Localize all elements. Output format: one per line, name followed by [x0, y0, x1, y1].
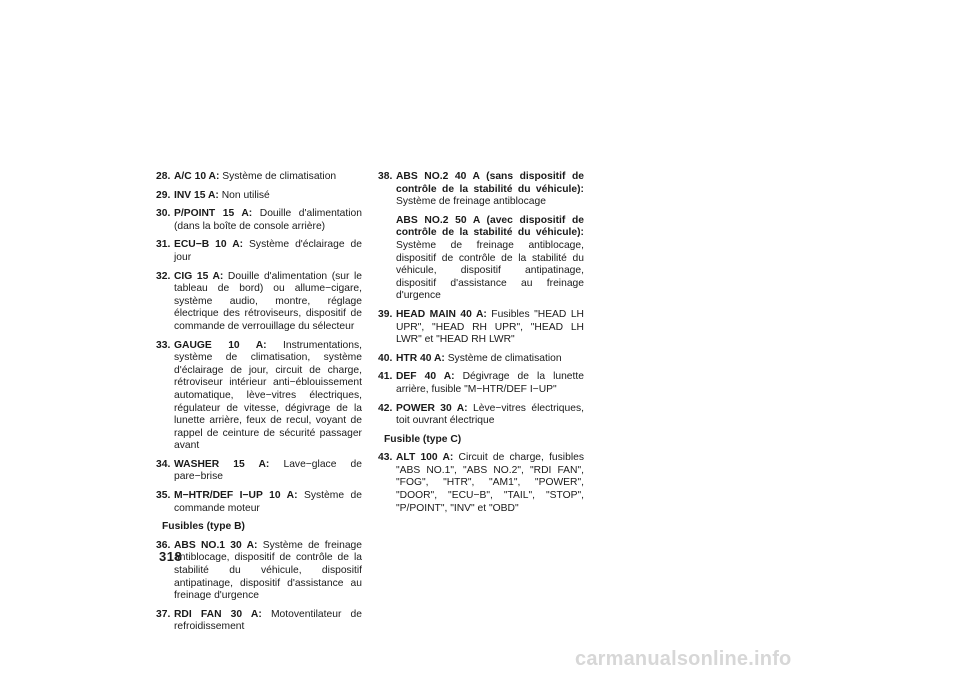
fuse-description: Motoventilateur de refroidissement [174, 608, 362, 633]
fuse-description: Lave−glace de pare−brise [174, 458, 362, 483]
fuse-label: ABS NO.2 40 A (sans dispositif de contrôle de la stabilité du véhicule): [396, 171, 584, 195]
item-number: 42. [378, 402, 393, 414]
fuse-description: Circuit de charge, fusibles "ABS NO.1", "ABS NO.2", "RDI FAN", "FOG", "HTR", "AM1", "POWER", "DOOR", "ECU−B", "TAIL", "STOP", "P/POINT", "INV" et "OBD" [396, 452, 584, 514]
fuse-description: Système d'éclairage de jour [174, 239, 362, 263]
fuse-label: GAUGE 10 A: [174, 339, 267, 351]
section-heading-type-b: Fusibles (type B) [162, 521, 245, 533]
fuse-label: ABS NO.2 50 A (avec dispositif de contrôle de la stabilité du véhicule): [396, 214, 584, 239]
fuse-item-42 [378, 403, 584, 428]
item-number: 36. [156, 539, 171, 551]
fuse-description: Non utilisé [218, 189, 270, 201]
fuse-description: Système de freinage antiblocage, dispositif de contrôle de la stabilité du véhicule, dispositif antipatinage, dispositif d'assistance au freinage d'urgence [174, 539, 362, 602]
item-number: 43. [378, 452, 393, 464]
fuse-description: Douille d'alimentation (dans la boîte de console arrière) [174, 208, 362, 232]
fuse-item-38 [378, 171, 584, 209]
fuse-label: POWER 30 A: [396, 402, 468, 414]
page-number: 318 [159, 549, 183, 564]
fuse-description: Lève−vitres électriques, toit ouvrant électrique [396, 402, 584, 427]
item-number: 29. [156, 189, 171, 201]
section-heading-type-c: Fusible (type C) [384, 433, 462, 445]
item-number: 34. [156, 458, 171, 470]
fuse-label: CIG 15 A: [174, 270, 224, 282]
fuse-label: ECU−B 10 A: [174, 239, 244, 251]
fuse-label: RDI FAN 30 A: [174, 608, 262, 620]
fuse-item-33 [156, 340, 362, 453]
right-column [378, 171, 584, 521]
item-number: 39. [378, 308, 393, 320]
item-number: 30. [156, 208, 171, 220]
item-number: 33. [156, 339, 171, 351]
fuse-item-30 [156, 208, 362, 233]
fuse-item-41 [378, 371, 584, 396]
fuse-item-34 [156, 459, 362, 484]
item-number: 32. [156, 270, 171, 282]
fuse-item-32 [156, 271, 362, 334]
fuse-label: WASHER 15 A: [174, 458, 270, 470]
fuse-label: ABS NO.1 30 A: [174, 539, 258, 551]
fuse-item-40 [378, 353, 584, 366]
fuse-item-43 [378, 452, 584, 515]
fuse-description: Douille d'alimentation (sur le tableau de bord) ou allume−cigare, système audio, montre, réglage électrique des rétroviseurs, dispositif de commande de verrouillage du sélecteur [174, 270, 363, 332]
fuse-label: DEF 40 A: [396, 371, 455, 383]
fuse-description: Instrumentations, système de climatisation, système d'éclairage de jour, circuit de charge, rétroviseur intérieur anti−éblouissement automatique, lève−vitres électriques, régulateur de vitesse, dégivrage de la lunette arrière, feux de recul, voyant de rappel de ceinture de sécurité passager avant [174, 339, 362, 452]
watermark: carmanualsonline.info [575, 648, 792, 670]
fuse-item-28 [156, 171, 362, 184]
item-number: 28. [156, 171, 171, 182]
left-column [156, 171, 362, 640]
fuse-label: INV 15 A: [174, 189, 219, 201]
fuse-description: Système de freinage antiblocage, dispositif de contrôle de la stabilité du véhicule, dispositif antipatinage, dispositif d'assistance au freinage d'urgence [396, 239, 584, 302]
item-number: 37. [156, 608, 171, 620]
fuse-item-31 [156, 239, 362, 264]
fuse-item-37 [156, 609, 362, 634]
fuse-label: P/POINT 15 A: [174, 208, 253, 220]
fuse-description: Fusibles "HEAD LH UPR", "HEAD RH UPR", "HEAD LH LWR" et "HEAD RH LWR" [396, 308, 584, 346]
fuse-label: A/C 10 A: [174, 171, 220, 182]
fuse-item-29 [156, 190, 362, 203]
fuse-description: Dégivrage de la lunette arrière, fusible "M−HTR/DEF I−UP" [396, 371, 584, 395]
fuse-label: ALT 100 A: [396, 452, 454, 464]
item-number: 40. [378, 352, 393, 364]
fuse-label: HEAD MAIN 40 A: [396, 308, 487, 320]
fuse-item-35 [156, 490, 362, 515]
fuse-description: Système de commande moteur [174, 490, 362, 514]
fuse-description: Système de climatisation [444, 352, 562, 364]
fuse-description: Système de freinage antiblocage [396, 196, 546, 208]
item-number: 38. [378, 171, 393, 182]
item-number: 41. [378, 371, 393, 383]
fuse-label: M−HTR/DEF I−UP 10 A: [174, 490, 298, 502]
fuse-label: HTR 40 A: [396, 352, 445, 364]
fuse-item-36 [156, 540, 362, 603]
fuse-item-39 [378, 309, 584, 347]
fuse-description: Système de climatisation [219, 171, 337, 182]
fuse-item-38-variant [396, 215, 584, 303]
item-number: 31. [156, 239, 171, 251]
item-number: 35. [156, 490, 171, 502]
